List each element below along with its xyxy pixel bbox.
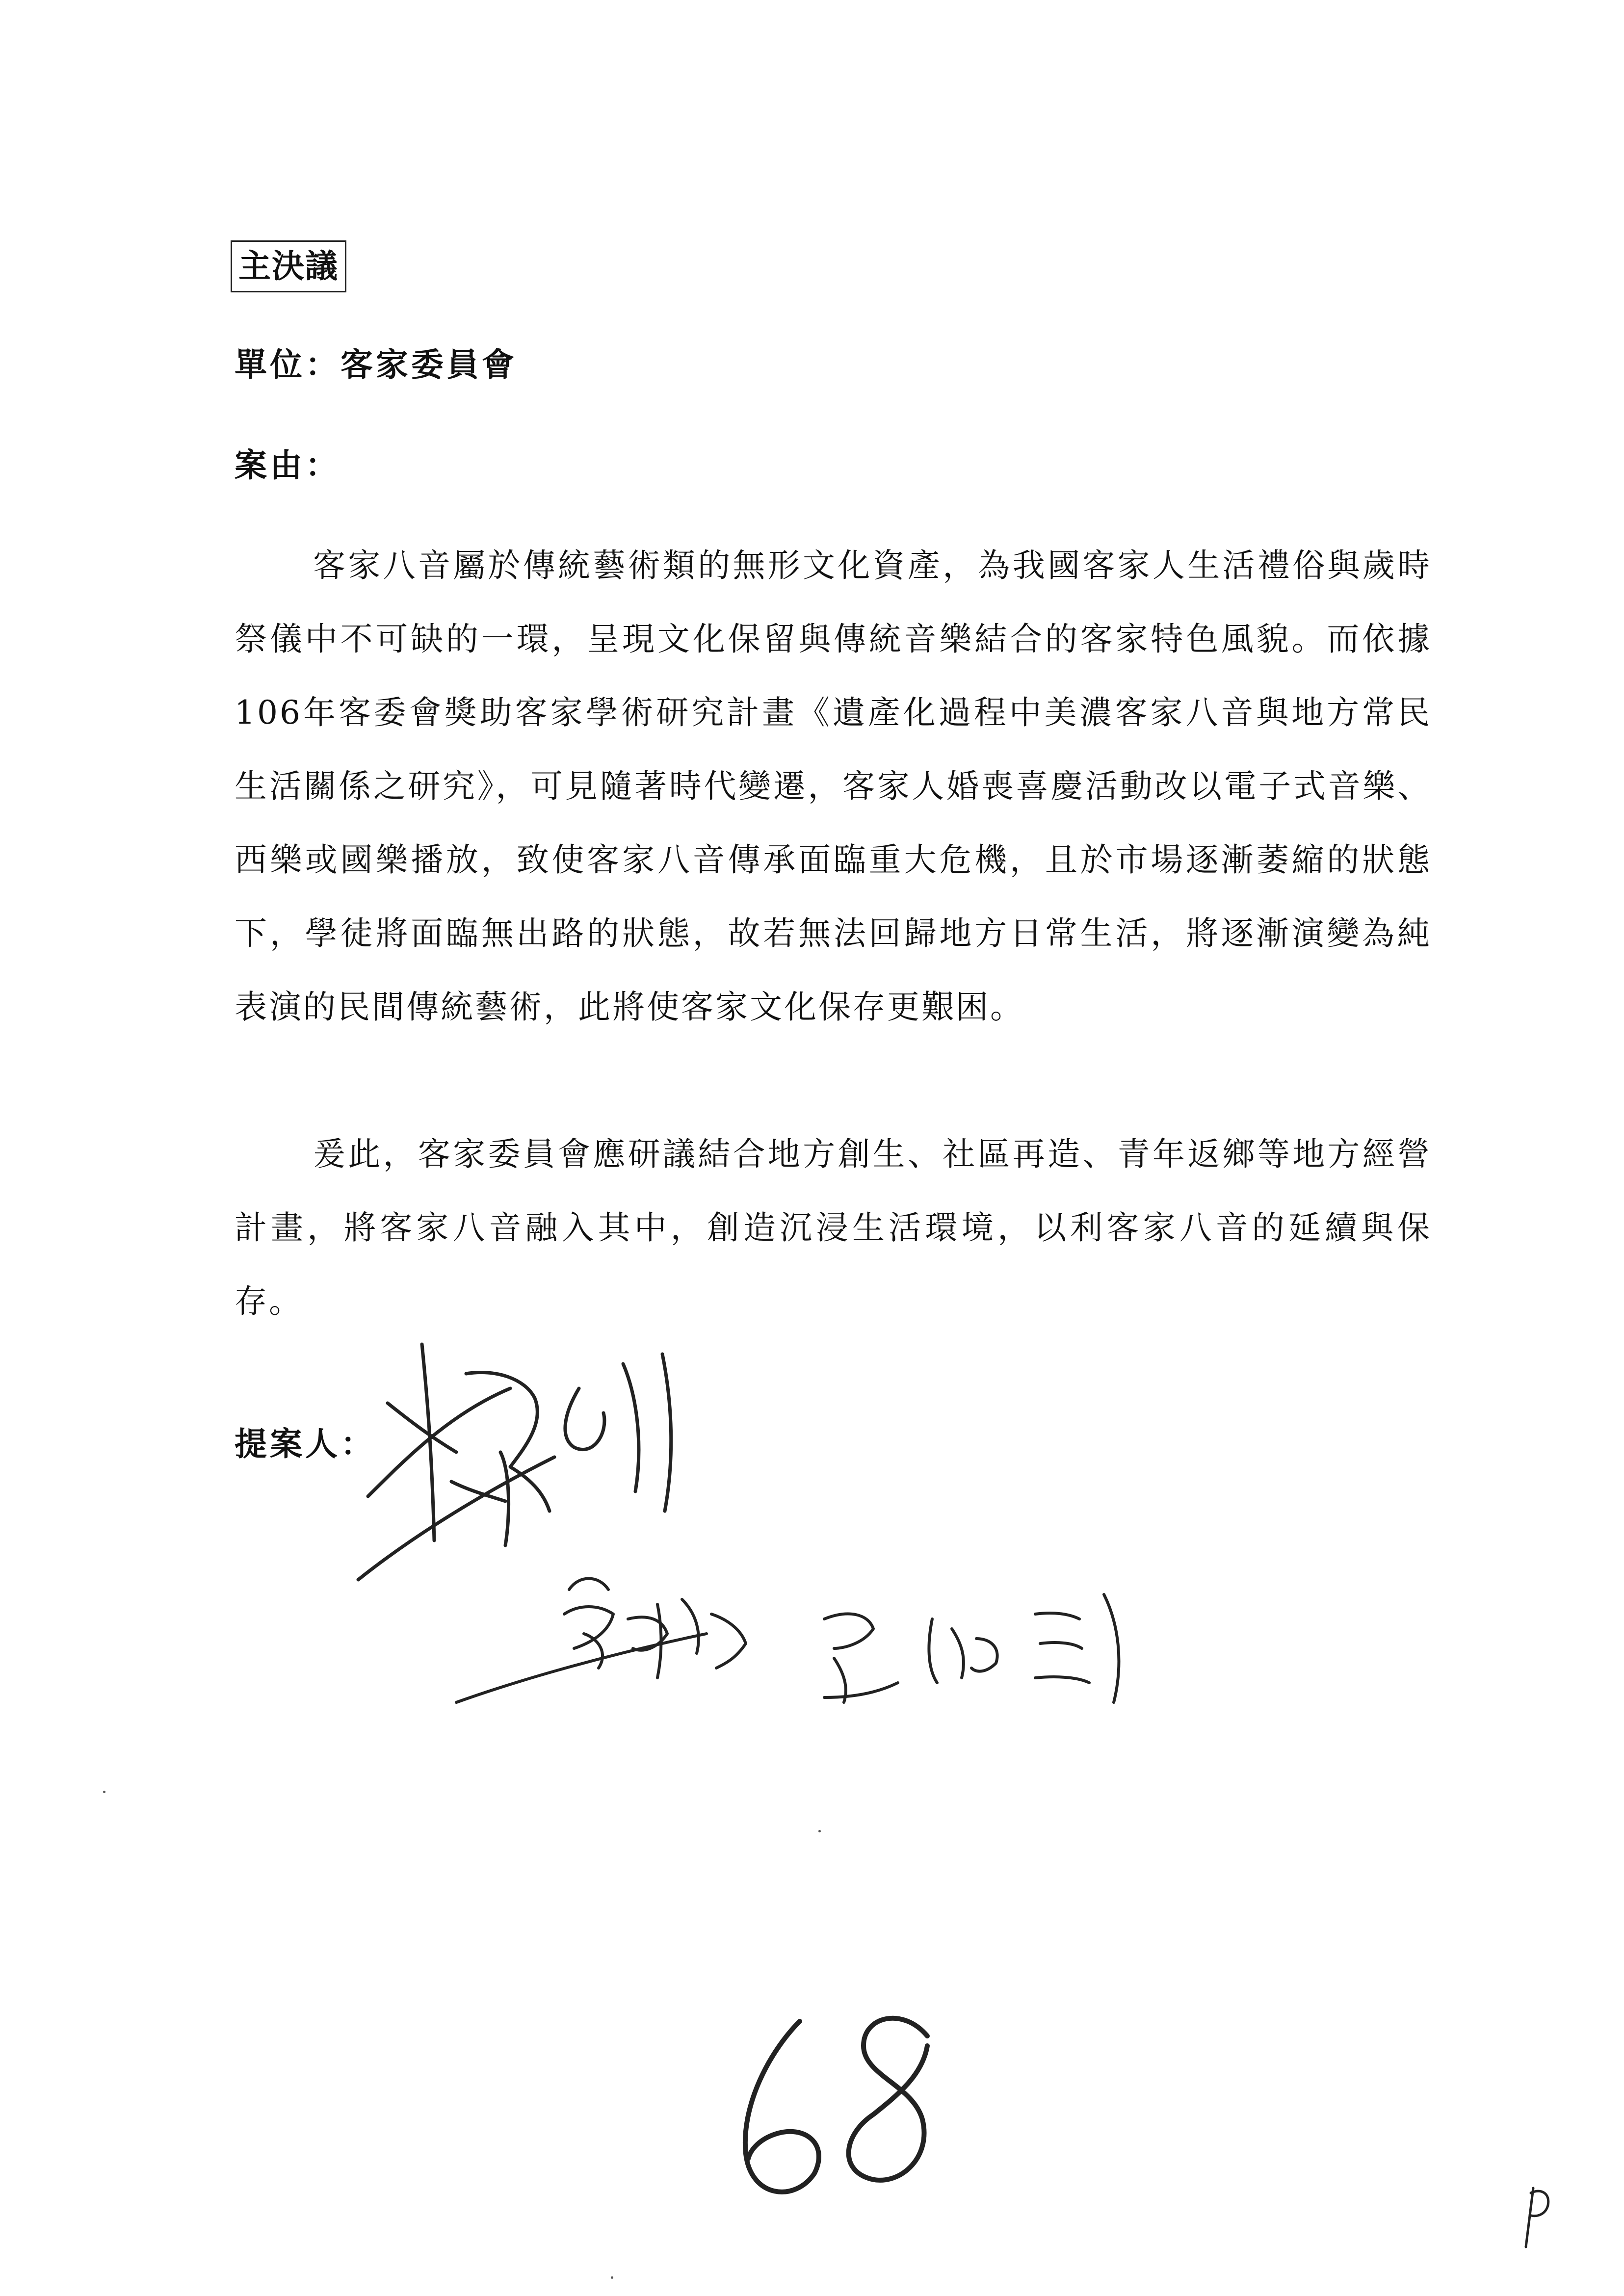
case-label: 案由： — [235, 446, 341, 484]
scan-speck — [103, 1791, 105, 1793]
handwritten-page-number — [716, 1992, 971, 2227]
signature-3 — [805, 1585, 1158, 1712]
signature-1 — [348, 1334, 741, 1590]
scan-speck — [611, 2276, 613, 2279]
signature-2 — [451, 1560, 795, 1707]
case-paragraph-1: 客家八音屬於傳統藝術類的無形文化資產，為我國客家人生活禮俗與歲時祭儀中不可缺的一環，呈現文化保留與傳統音樂結合的客家特色風貌。而依據106年客委會獎助客家學術研究計畫《遺產化過程中美濃客家八音與地方常民生活關係之研究》，可見隨著時代變遷，客家人婚喪喜慶活動改以電子式音樂、西樂或國樂播放，致使客家八音傳承面臨重大危機，且於市場逐漸萎縮的狀態下，學徒將面臨無出路的狀態，故若無法回歸地方日常生活，將逐漸演變為純表演的民間傳統藝術，此將使客家文化保存更艱困。 — [235, 547, 1432, 1026]
unit-row — [235, 339, 517, 385]
resolution-type-box: 主決議 — [231, 240, 346, 292]
scan-speck — [818, 1830, 821, 1832]
case-paragraph-2: 爰此，客家委員會應研議結合地方創生、社區再造、青年返鄉等地方經營計畫，將客家八音融入其中，創造沉浸生活環境，以利客家八音的延續與保存。 — [235, 1135, 1432, 1320]
unit-label: 單位： — [235, 346, 341, 384]
unit-value: 客家委員會 — [341, 346, 517, 384]
proposer-label: 提案人： — [235, 1425, 376, 1463]
corner-mark — [1511, 2178, 1555, 2252]
